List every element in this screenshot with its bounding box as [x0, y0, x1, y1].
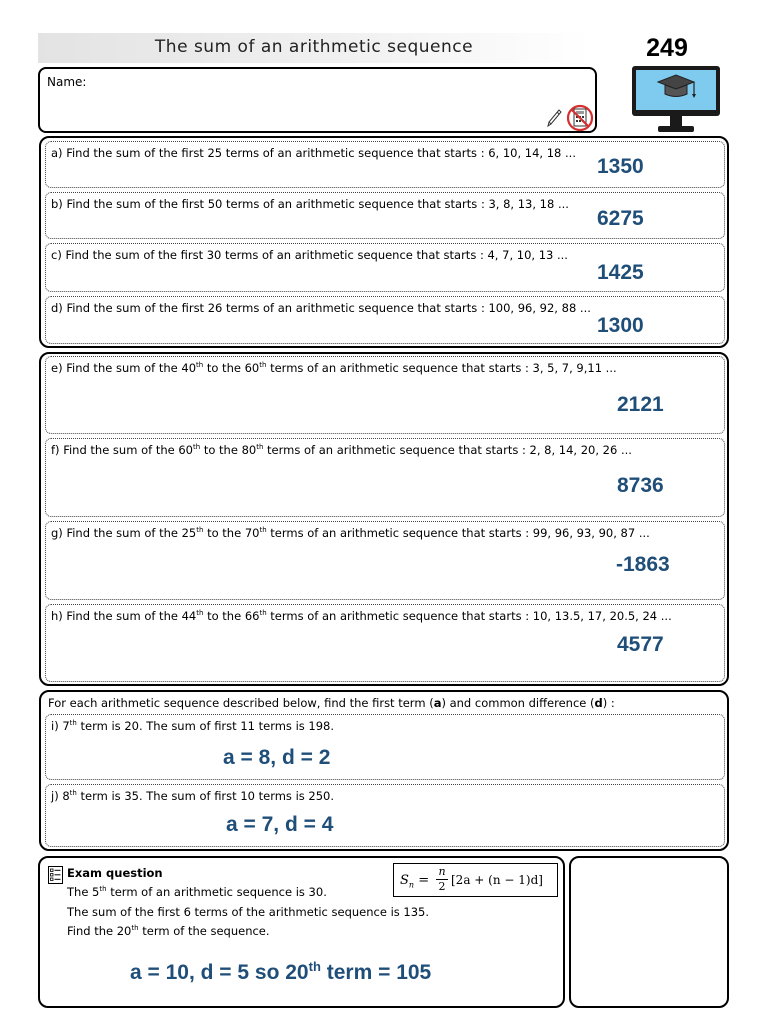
- question-h: [45, 604, 725, 682]
- question-c: [45, 243, 725, 292]
- question-text: j) 8th term is 35. The sum of first 10 terms is 250.: [51, 789, 335, 803]
- question-j: [45, 784, 725, 847]
- question-i: [45, 714, 725, 780]
- answer: 2121: [617, 393, 664, 416]
- question-a: [45, 141, 725, 188]
- formula-lhs: $S_n$ =: [400, 873, 430, 890]
- title-bar: [38, 33, 590, 63]
- exam-line-1: The 5th term of an arithmetic sequence is 30.: [67, 885, 327, 899]
- exam-line-2: The sum of the first 6 terms of the arithmetic sequence is 135.: [67, 905, 430, 919]
- answer: 4577: [617, 633, 664, 656]
- answer: 1425: [597, 261, 644, 284]
- formula-fraction: $\frac{n}{2}$: [436, 865, 448, 894]
- question-d: [45, 296, 725, 344]
- answer: -1863: [616, 553, 670, 576]
- question-text: b) Find the sum of the first 50 terms of an arithmetic sequence that starts : 3, 8, 13, 18 ...: [51, 197, 569, 211]
- question-f: [45, 438, 725, 517]
- question-text: i) 7th term is 20. The sum of first 11 terms is 198.: [51, 719, 335, 733]
- answer: a = 7, d = 4: [226, 813, 334, 836]
- exam-line-3: Find the 20th term of the sequence.: [67, 924, 270, 938]
- answer: 1350: [597, 155, 644, 178]
- exam-title: Exam question: [67, 866, 163, 880]
- name-box[interactable]: [38, 67, 597, 133]
- answer: 6275: [597, 207, 644, 230]
- no-calculator-icon: [566, 104, 594, 132]
- question-text: e) Find the sum of the 40th to the 60th terms of an arithmetic sequence that starts : 3, 5, 7, 9,11 ...: [51, 361, 617, 375]
- question-e: [45, 356, 725, 434]
- question-text: c) Find the sum of the first 30 terms of an arithmetic sequence that starts : 4, 7, 10, 13 ...: [51, 248, 568, 262]
- question-text: h) Find the sum of the 44th to the 66th terms of an arithmetic sequence that starts : 10, 13.5, 17, 20.5, 24 ...: [51, 609, 672, 623]
- working-box: [569, 856, 729, 1008]
- section-instruction: For each arithmetic sequence described below, find the first term (a) and common difference (d) :: [48, 696, 615, 710]
- name-label: Name:: [47, 75, 87, 89]
- graduation-monitor-icon: [630, 64, 722, 136]
- exam-question-box: [38, 856, 565, 1008]
- question-text: f) Find the sum of the 60th to the 80th terms of an arithmetic sequence that starts : 2, 8, 14, 20, 26 ...: [51, 443, 632, 457]
- question-text: a) Find the sum of the first 25 terms of an arithmetic sequence that starts : 6, 10, 14, 18 ...: [51, 146, 576, 160]
- question-g: [45, 521, 725, 600]
- exam-checklist-icon: [48, 866, 63, 884]
- pencil-icon: [545, 107, 563, 129]
- answer: 1300: [597, 314, 644, 337]
- question-text: d) Find the sum of the first 26 terms of an arithmetic sequence that starts : 100, 96, 92, 88 ...: [51, 301, 591, 315]
- answer: a = 8, d = 2: [223, 746, 331, 769]
- question-b: [45, 192, 725, 239]
- exam-answer: a = 10, d = 5 so 20th term = 105: [130, 959, 432, 984]
- question-text: g) Find the sum of the 25th to the 70th terms of an arithmetic sequence that starts : 99, 96, 93, 90, 87 ...: [51, 526, 650, 540]
- answer: 8736: [617, 474, 664, 497]
- formula-rhs: [2a + (n − 1)d]: [451, 873, 543, 887]
- page-number: 249: [646, 34, 688, 62]
- sum-formula: [393, 863, 558, 897]
- page-title: The sum of an arithmetic sequence: [154, 37, 474, 57]
